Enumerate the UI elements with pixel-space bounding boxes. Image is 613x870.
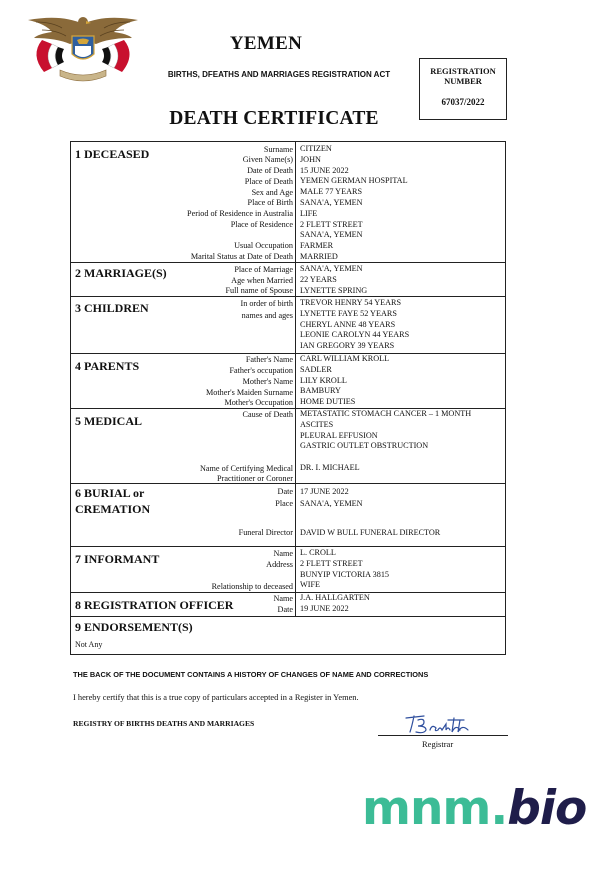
field-values (300, 354, 389, 408)
given-name-value: JOHN (300, 154, 321, 164)
endorsement-note: Not Any (75, 640, 103, 649)
occupation-value: FARMER (300, 241, 334, 251)
mother-name-value: LILY KROLL (300, 375, 347, 385)
field-values (300, 593, 370, 615)
field-label: Date (277, 487, 293, 496)
field-values (300, 264, 367, 296)
field-values (300, 144, 408, 263)
officer-name-value: J.A. HALLGARTEN (300, 593, 370, 602)
registration-date-value: 19 JUNE 2022 (300, 603, 349, 613)
certification-statement: I hereby certify that this is a true copy of particulars accepted in a Register in Yemen. (73, 693, 359, 702)
section-children (71, 297, 505, 354)
spouse-name-value: LYNETTE SPRING (300, 285, 368, 295)
field-label: In order of birth (240, 299, 293, 308)
field-label: Name of Certifying Medical (200, 464, 293, 473)
registry-name: REGISTRY OF BIRTHS DEATHS AND MARRIAGES (73, 719, 255, 728)
certifier-value: DR. I. MICHAEL (300, 463, 360, 472)
field-label: Date (277, 605, 293, 614)
field-values (300, 409, 471, 452)
certificate-title: DEATH CERTIFICATE (169, 108, 379, 129)
child-entry: IAN GREGORY 39 YEARS (300, 341, 395, 351)
field-label: Name (273, 594, 293, 603)
field-label: Surname (263, 145, 293, 154)
informant-address-line-2: BUNYIP VICTORIA 3815 (300, 569, 390, 579)
field-label: Place (275, 499, 293, 508)
mother-maiden-value: BAMBURY (300, 386, 341, 396)
watermark-logo (362, 781, 586, 836)
field-label: Place of Birth (247, 198, 293, 207)
field-label: Age when Married (231, 276, 293, 285)
marriage-age-value: 22 YEARS (300, 274, 337, 284)
child-entry: CHERYL ANNE 48 YEARS (300, 319, 396, 329)
field-label: Funeral Director (238, 528, 293, 537)
signature-line (378, 735, 508, 736)
section-title: 1 DECEASED (75, 147, 150, 161)
surname-value: CITIZEN (300, 144, 332, 153)
section-title: 4 PARENTS (75, 359, 140, 373)
field-label: Sex and Age (251, 188, 293, 197)
funeral-director-value: DAVID W BULL FUNERAL DIRECTOR (300, 528, 441, 537)
marital-status-value: MARRIED (300, 251, 338, 261)
burial-date-value: 17 JUNE 2022 (300, 487, 349, 496)
child-entry: TREVOR HENRY 54 YEARS (300, 298, 402, 307)
field-label: Usual Occupation (234, 241, 293, 250)
section-title: 5 MEDICAL (75, 414, 143, 428)
field-label: Period of Residence in Australia (187, 209, 293, 218)
cause-line: GASTRIC OUTLET OBSTRUCTION (300, 441, 429, 451)
field-label: Full name of Spouse (225, 286, 293, 295)
informant-name-value: L. CROLL (300, 548, 336, 557)
field-label: Place of Marriage (234, 265, 293, 274)
burial-place-value: SANA'A, YEMEN (300, 499, 363, 508)
section-informant (71, 547, 505, 593)
section-title: 3 CHILDREN (75, 301, 149, 315)
section-endorsements (71, 617, 505, 654)
registration-number: 67037/2022 (441, 97, 485, 107)
certificate-table (70, 141, 506, 655)
field-label: Father's Name (245, 355, 293, 364)
section-deceased (71, 142, 505, 263)
field-label: Mother's Name (242, 377, 293, 386)
field-label: Cause of Death (242, 410, 293, 419)
residence-line-2: SANA'A, YEMEN (300, 230, 363, 240)
registration-label (420, 66, 506, 86)
watermark-part-1: mnm. (362, 781, 508, 836)
country-heading: YEMEN (229, 33, 303, 54)
registration-number-box (419, 58, 507, 120)
registrar-signature (402, 710, 482, 736)
cause-line: PLEURAL EFFUSION (300, 430, 378, 440)
relationship-value: WIFE (300, 580, 321, 590)
cause-line: METASTATIC STOMACH CANCER – 1 MONTH (300, 409, 472, 418)
registration-label-line: REGISTRATION (430, 66, 496, 76)
informant-address-line-1: 2 FLETT STREET (300, 558, 363, 568)
field-label: Name (273, 549, 293, 558)
field-label: Marital Status at Date of Death (190, 252, 293, 261)
field-label: Place of Residence (230, 220, 293, 229)
field-label: Mother's Maiden Surname (206, 388, 293, 397)
field-label: Given Name(s) (242, 155, 293, 164)
registrar-label: Registrar (422, 739, 454, 749)
act-subtitle: BIRTHS, DFEATHS AND MARRIAGES REGISTRATION ACT (167, 70, 391, 79)
yemen-eagle-emblem (22, 10, 144, 84)
watermark-part-2: bio (507, 781, 587, 836)
field-values (300, 548, 389, 591)
number-label-line: NUMBER (444, 76, 482, 86)
field-label: Date of Death (247, 166, 293, 175)
mother-occupation-value: HOME DUTIES (300, 397, 356, 407)
residence-period-value: LIFE (300, 208, 318, 218)
back-of-document-note: THE BACK OF THE DOCUMENT CONTAINS A HISTORY OF CHANGES OF NAME AND CORRECTIONS (73, 670, 429, 679)
section-title: 7 INFORMANT (75, 552, 160, 566)
cause-line: ASCITES (300, 419, 334, 429)
field-label: Address (266, 560, 293, 569)
place-of-death-value: YEMEN GERMAN HOSPITAL (300, 176, 408, 186)
section-burial (71, 484, 505, 547)
marriage-place-value: SANA'A, YEMEN (300, 264, 363, 273)
field-label: Practitioner or Coroner (217, 474, 293, 483)
section-title: 6 BURIAL or (75, 486, 145, 500)
residence-line-1: 2 FLETT STREET (300, 219, 363, 229)
section-marriage (71, 263, 505, 297)
place-of-birth-value: SANA'A, YEMEN (300, 197, 363, 207)
section-parents (71, 354, 505, 409)
field-label: Relationship to deceased (211, 582, 293, 591)
section-medical (71, 409, 505, 484)
field-values (300, 298, 409, 352)
sex-age-value: MALE 77 YEARS (300, 187, 363, 197)
child-entry: LYNETTE FAYE 52 YEARS (300, 308, 397, 318)
child-entry: LEONIE CAROLYN 44 YEARS (300, 330, 410, 340)
section-title-line-2: CREMATION (75, 502, 151, 516)
field-label: names and ages (241, 311, 293, 320)
date-of-death-value: 15 JUNE 2022 (300, 165, 349, 175)
section-title: 9 ENDORSEMENT(S) (75, 620, 193, 634)
father-occupation-value: SADLER (300, 364, 332, 374)
field-label: Place of Death (244, 177, 293, 186)
section-registration-officer (71, 593, 505, 617)
field-label: Mother's Occupation (224, 398, 293, 407)
section-title: 2 MARRIAGE(S) (75, 266, 167, 280)
section-title: 8 REGISTRATION OFFICER (75, 598, 234, 612)
field-label: Father's occupation (229, 366, 293, 375)
father-name-value: CARL WILLIAM KROLL (300, 354, 390, 363)
